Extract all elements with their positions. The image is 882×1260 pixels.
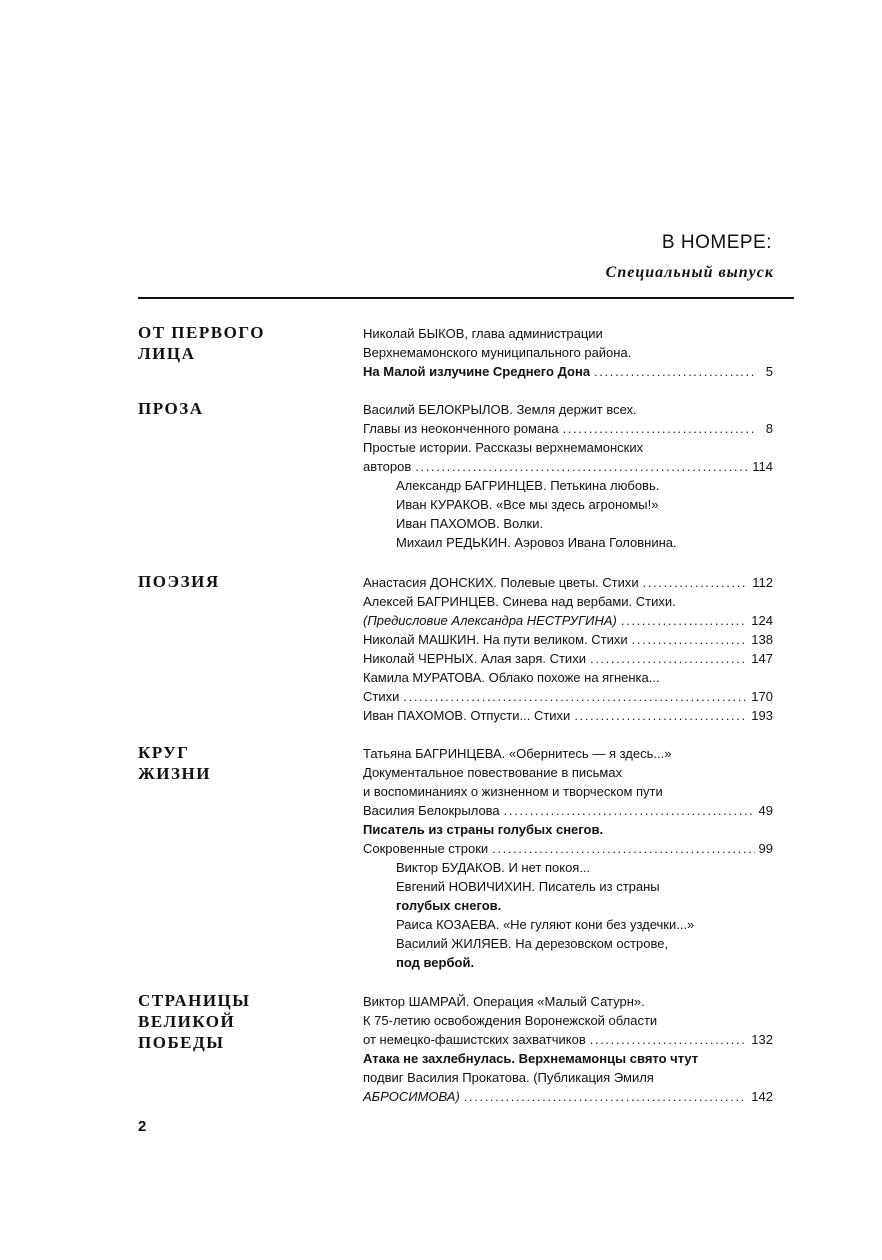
section-entries: [363, 744, 773, 972]
toc-entry: [363, 514, 773, 533]
entry-text: Василия Белокрылова: [363, 803, 500, 818]
entry-page-number: 170: [751, 689, 773, 704]
entry-text: Николай ЧЕРНЫХ. Алая заря. Стихи: [363, 651, 586, 666]
leader-dots: [504, 801, 755, 820]
toc-entry: [363, 476, 773, 495]
leader-dots: [492, 839, 754, 858]
entry-text: Виктор ШАМРАЙ. Операция «Малый Сатурн».: [363, 994, 645, 1009]
toc-entry: [363, 953, 773, 972]
section-title: ПОЭЗИЯ: [138, 572, 220, 591]
entry-text: под вербой.: [396, 955, 475, 970]
toc-entry: [363, 1049, 773, 1068]
toc-entry: [363, 934, 773, 953]
leader-dots: [403, 687, 747, 706]
entry-text: Алексей БАГРИНЦЕВ. Синева над вербами. Стихи.: [363, 594, 676, 609]
section-entries: [363, 324, 773, 381]
entry-page-number: 147: [751, 651, 773, 666]
entry-text: Простые истории. Рассказы верхнемамонских: [363, 440, 644, 455]
leader-dots: [643, 573, 749, 592]
entry-text: АБРОСИМОВА): [363, 1089, 460, 1104]
toc-entry: [363, 706, 773, 725]
entry-page-number: 99: [758, 841, 773, 856]
section-entries: [363, 573, 773, 725]
toc-entry: [363, 611, 773, 630]
leader-dots: [590, 1030, 748, 1049]
entry-text: Раиса КОЗАЕВА. «Не гуляют кони без уздечки...»: [396, 917, 695, 932]
toc-entry: [363, 744, 773, 763]
entry-text: Иван ПАХОМОВ. Отпусти... Стихи: [363, 708, 571, 723]
entry-text: Камила МУРАТОВА. Облако похоже на ягненка...: [363, 670, 660, 685]
toc-entry: [363, 839, 773, 858]
entry-text: Василий БЕЛОКРЫЛОВ. Земля держит всех.: [363, 402, 637, 417]
toc-entry: [363, 573, 773, 592]
toc-entry: [363, 687, 773, 706]
entry-page-number: 8: [765, 421, 773, 436]
entry-text: и воспоминаниях о жизненном и творческом пути: [363, 784, 663, 799]
entry-text: Атака не захлебнулась. Верхнемамонцы свято чтут: [363, 1051, 699, 1066]
toc-entry: [363, 324, 773, 343]
entry-page-number: 124: [751, 613, 773, 628]
leader-dots: [563, 419, 755, 438]
entry-text: от немецко-фашистских захватчиков: [363, 1032, 586, 1047]
entry-page-number: 142: [751, 1089, 773, 1104]
entry-page-number: 114: [752, 459, 773, 474]
toc-entry: [363, 858, 773, 877]
entry-text: авторов: [363, 459, 412, 474]
toc-entry: [363, 362, 773, 381]
toc-entry: [363, 457, 773, 476]
issue-heading: В НОМЕРЕ:: [661, 232, 772, 253]
toc-entry: [363, 592, 773, 611]
entry-text: (Предисловие Александра НЕСТРУГИНА): [363, 613, 617, 628]
entry-text: Писатель из страны голубых снегов.: [363, 822, 604, 837]
toc-entry: [363, 649, 773, 668]
leader-dots: [590, 649, 747, 668]
leader-dots: [621, 611, 747, 630]
entry-page-number: 49: [758, 803, 773, 818]
toc-entry: [363, 400, 773, 419]
toc-entry: [363, 801, 773, 820]
entry-text: Верхнемамонского муниципального района.: [363, 345, 632, 360]
leader-dots: [594, 362, 755, 381]
leader-dots: [632, 630, 748, 649]
page-number: 2: [138, 1118, 147, 1135]
toc-entry: [363, 820, 773, 839]
entry-text: Михаил РЕДЬКИН. Аэровоз Ивана Головнина.: [396, 535, 677, 550]
toc-entry: [363, 1011, 773, 1030]
toc-entry: [363, 992, 773, 1011]
entry-text: Сокровенные строки: [363, 841, 489, 856]
toc-entry: [363, 438, 773, 457]
toc-entry: [363, 533, 773, 552]
header-rule: [138, 297, 794, 299]
entry-text: Николай МАШКИН. На пути великом. Стихи: [363, 632, 628, 647]
toc-entry: [363, 877, 773, 896]
toc-entry: [363, 343, 773, 362]
section-title: СТРАНИЦЫ ВЕЛИКОЙ ПОБЕДЫ: [138, 991, 251, 1052]
entry-page-number: 5: [765, 364, 773, 379]
entry-page-number: 193: [751, 708, 773, 723]
toc-entry: [363, 915, 773, 934]
leader-dots: [464, 1087, 748, 1106]
section-title: ОТ ПЕРВОГО ЛИЦА: [138, 323, 265, 363]
entry-text: Стихи: [363, 689, 400, 704]
entry-text: Александр БАГРИНЦЕВ. Петькина любовь.: [396, 478, 660, 493]
entry-text: Документальное повествование в письмах: [363, 765, 623, 780]
toc-entry: [363, 1030, 773, 1049]
entry-text: Татьяна БАГРИНЦЕВА. «Обернитесь — я здесь...»: [363, 746, 672, 761]
toc-entry: [363, 1068, 773, 1087]
entry-text: Анастасия ДОНСКИХ. Полевые цветы. Стихи: [363, 575, 639, 590]
section-entries: [363, 400, 773, 552]
section-title: КРУГ ЖИЗНИ: [138, 743, 211, 783]
entry-text: Виктор БУДАКОВ. И нет покоя...: [396, 860, 591, 875]
entry-text: подвиг Василия Прокатова. (Публикация Эмиля: [363, 1070, 654, 1085]
entry-text: Василий ЖИЛЯЕВ. На дерезовском острове,: [396, 936, 669, 951]
section-title: ПРОЗА: [138, 399, 204, 418]
entry-text: Николай БЫКОВ, глава администрации: [363, 326, 603, 341]
toc-entry: [363, 630, 773, 649]
leader-dots: [415, 457, 748, 476]
toc-entry: [363, 1087, 773, 1106]
entry-text: На Малой излучине Среднего Дона: [363, 364, 591, 379]
entry-page-number: 132: [751, 1032, 773, 1047]
toc-entry: [363, 763, 773, 782]
toc-entry: [363, 419, 773, 438]
entry-text: Иван ПАХОМОВ. Волки.: [396, 516, 544, 531]
entry-text: Евгений НОВИЧИХИН. Писатель из страны: [396, 879, 660, 894]
toc-entry: [363, 668, 773, 687]
section-entries: [363, 992, 773, 1106]
entry-text: Главы из неоконченного романа: [363, 421, 559, 436]
entry-text: Иван КУРАКОВ. «Все мы здесь агрономы!»: [396, 497, 659, 512]
toc-entry: [363, 896, 773, 915]
entry-text: К 75-летию освобождения Воронежской области: [363, 1013, 658, 1028]
entry-page-number: 112: [752, 575, 773, 590]
issue-subtitle: Специальный выпуск: [605, 264, 774, 281]
leader-dots: [574, 706, 747, 725]
entry-page-number: 138: [751, 632, 773, 647]
toc-entry: [363, 782, 773, 801]
toc-entry: [363, 495, 773, 514]
entry-text: голубых снегов.: [396, 898, 502, 913]
